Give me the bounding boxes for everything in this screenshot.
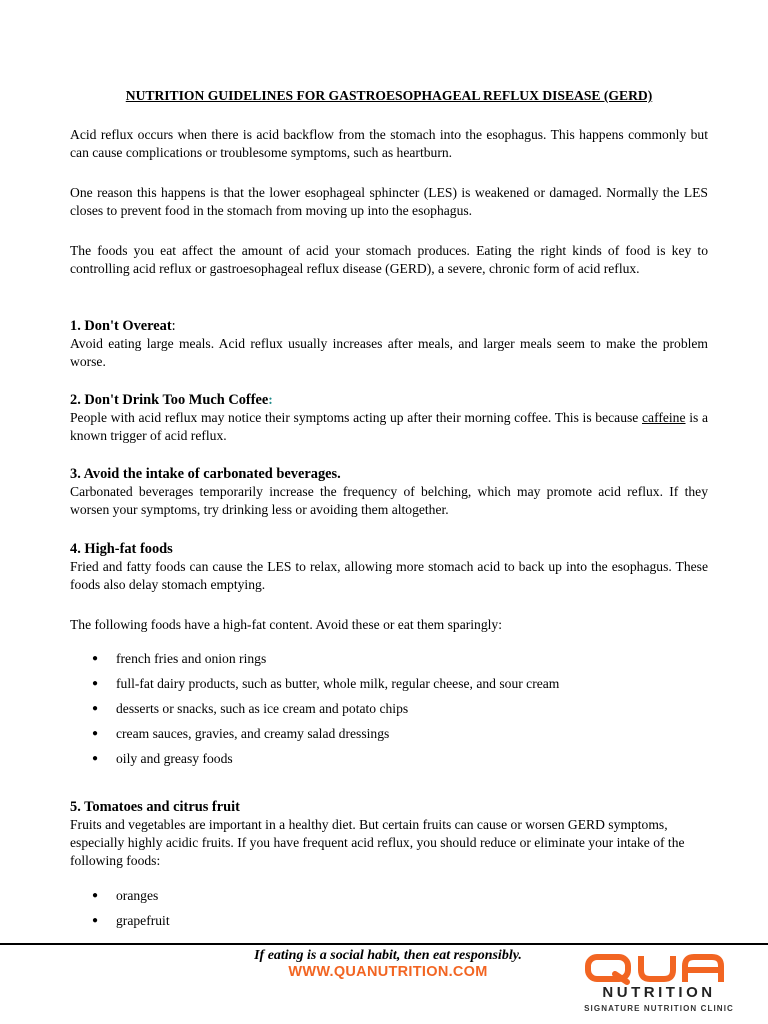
high-fat-list: [70, 650, 708, 775]
list-intro-text: The following foods have a high-fat content. Avoid these or eat them sparingly:: [70, 617, 502, 632]
bullet-icon: ●: [92, 753, 99, 764]
list-item-text: oranges: [116, 888, 159, 903]
logo-letter-u: [641, 956, 673, 979]
bullet-icon: ●: [92, 915, 99, 926]
logo-wordmark: NUTRITION: [602, 984, 716, 1001]
bullet-icon: ●: [92, 703, 99, 714]
bullet-icon: ●: [92, 653, 99, 664]
section-heading: 3. Avoid the intake of carbonated beverages.: [70, 466, 341, 482]
list-item-text: full-fat dairy products, such as butter, whole milk, regular cheese, and sour cream: [116, 676, 560, 691]
logo-subtitle: SIGNATURE NUTRITION CLINIC: [584, 1004, 734, 1013]
section-heading: 2. Don't Drink Too Much Coffee: [70, 392, 269, 408]
list-item: [70, 675, 708, 700]
section-body: Fruits and vegetables are important in a healthy diet. But certain fruits can cause or worsen GERD symptoms, especially highly acidic fruits. If you have frequent acid reflux, you should reduce or eliminate your intake of the following foods:: [70, 817, 685, 868]
section-heading: 5. Tomatoes and citrus fruit: [70, 799, 240, 815]
bullet-icon: ●: [92, 678, 99, 689]
list-item-text: desserts or snacks, such as ice cream and potato chips: [116, 701, 409, 716]
section-heading: 4. High-fat foods: [70, 541, 173, 557]
high-fat-list-intro: [70, 616, 708, 634]
section-high-fat: [70, 540, 708, 594]
section-dont-overeat: [70, 317, 708, 371]
document-title: NUTRITION GUIDELINES FOR GASTROESOPHAGEAL REFLUX DISEASE (GERD): [125, 88, 653, 103]
section-coffee: [70, 391, 708, 445]
section-heading: 1. Don't Overeat: [70, 318, 172, 334]
intro-paragraph-1: [70, 126, 708, 162]
list-item-text: oily and greasy foods: [116, 751, 233, 766]
list-item-text: french fries and onion rings: [116, 651, 267, 666]
body-text: is a known trigger of acid reflux.: [70, 410, 708, 443]
caffeine-link[interactable]: caffeine: [642, 410, 686, 425]
intro-paragraph-2: [70, 184, 708, 220]
bullet-icon: ●: [92, 890, 99, 901]
logo-letter-q: [588, 957, 628, 982]
heading-colon: :: [268, 392, 273, 407]
footer-tagline: If eating is a social habit, then eat responsibly.: [254, 948, 522, 963]
body-text: People with acid reflux may notice their symptoms acting up after their morning coffee. This is because: [70, 410, 642, 425]
list-item: [70, 700, 708, 725]
bullet-icon: ●: [92, 728, 99, 739]
intro-text-2: One reason this happens is that the lower esophageal sphincter (LES) is weakened or damaged. Normally the LES closes to prevent food in the stomach from moving up into the esophagus.: [70, 185, 708, 218]
list-item: [70, 912, 708, 937]
list-item: [70, 725, 708, 750]
list-item-text: cream sauces, gravies, and creamy salad dressings: [116, 726, 390, 741]
section-carbonated: [70, 465, 708, 519]
footer-divider: [0, 943, 768, 945]
list-item: [70, 750, 708, 775]
section-tomatoes-citrus: [70, 798, 708, 870]
intro-text-3: The foods you eat affect the amount of acid your stomach produces. Eating the right kinds of food is key to controlling acid reflux or gastroesophageal reflux disease (GERD), a severe, chronic form of acid reflux.: [70, 243, 708, 276]
section-body: [70, 409, 708, 445]
section-body: Carbonated beverages temporarily increase the frequency of belching, which may promote acid reflux. If they worsen your symptoms, try drinking less or avoiding them altogether.: [70, 484, 708, 517]
list-item: [70, 650, 708, 675]
logo-letter-a: [685, 957, 721, 982]
list-item-text: grapefruit: [116, 913, 170, 928]
list-item: [70, 887, 708, 912]
citrus-list: [70, 887, 708, 937]
intro-text-1: Acid reflux occurs when there is acid backflow from the stomach into the esophagus. This happens commonly but can cause complications or troublesome symptoms, such as heartburn.: [70, 127, 708, 160]
footer-website-link[interactable]: WWW.QUANUTRITION.COM: [288, 964, 488, 980]
section-body: Fried and fatty foods can cause the LES to relax, allowing more stomach acid to back up into the esophagus. These foods also delay stomach emptying.: [70, 559, 708, 592]
section-body: Avoid eating large meals. Acid reflux usually increases after meals, and larger meals seem to make the problem worse.: [70, 336, 708, 369]
intro-paragraph-3: [70, 242, 708, 278]
heading-colon: :: [171, 318, 176, 334]
